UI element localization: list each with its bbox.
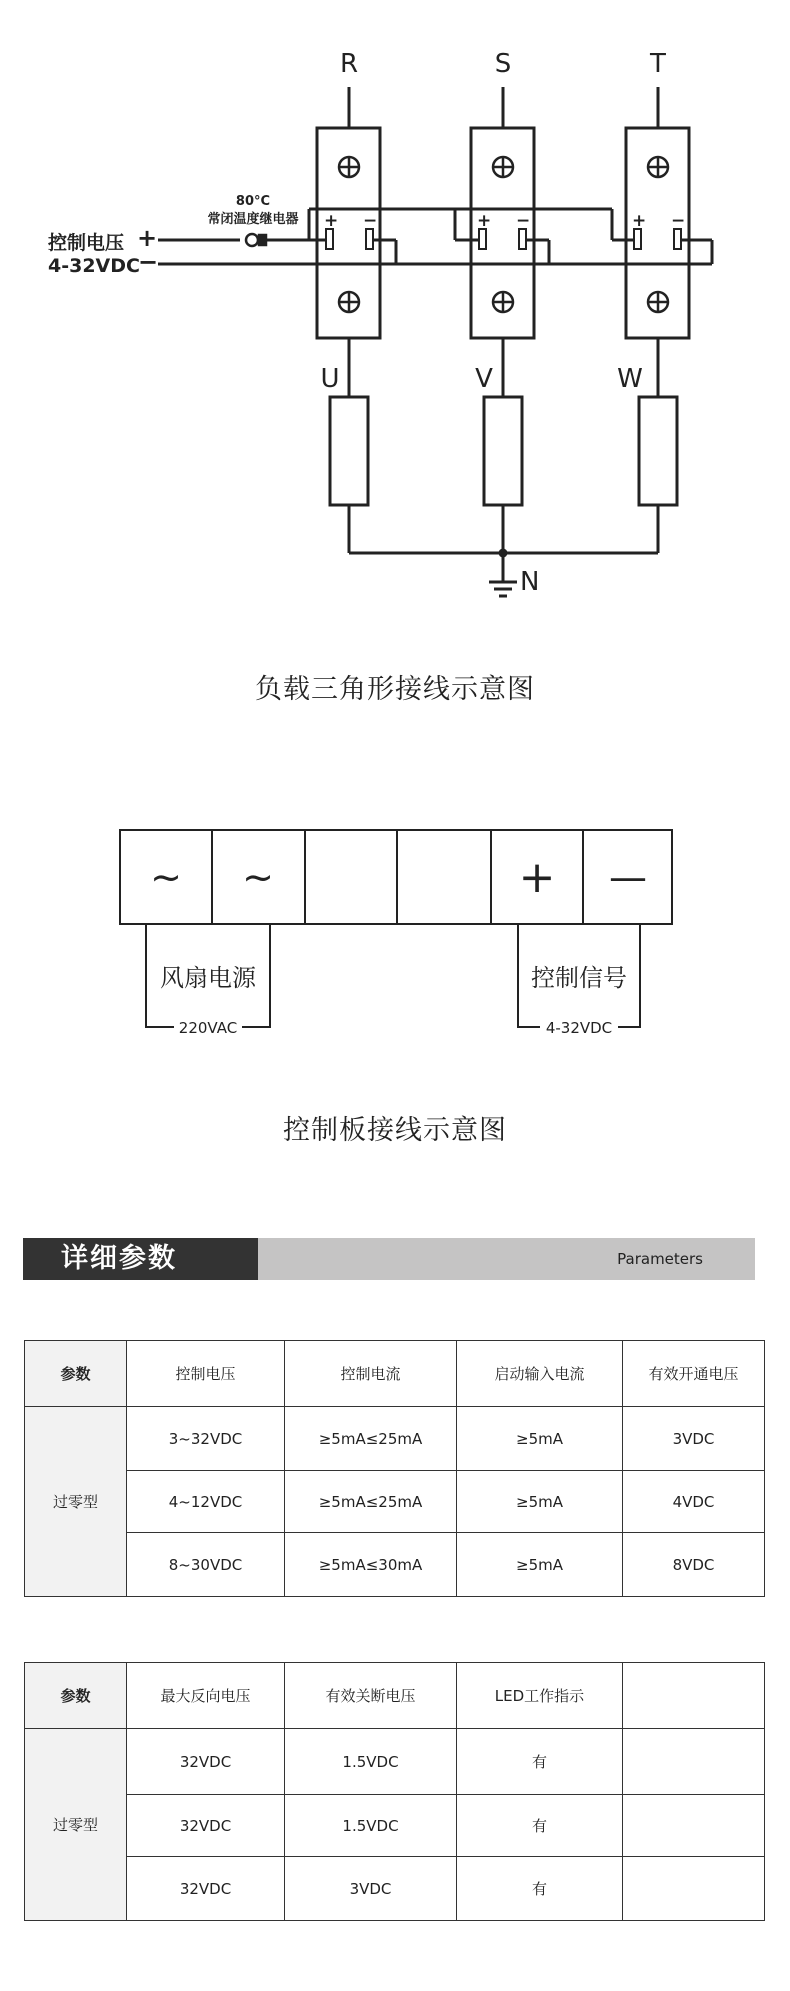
parameters-table-1 — [24, 1340, 765, 1597]
column-header: LED工作指示 — [457, 1663, 623, 1729]
load-wiring-diagram — [0, 0, 790, 640]
column-header: 启动输入电流 — [457, 1341, 623, 1407]
table-cell — [623, 1729, 765, 1795]
control-voltage-label: 控制电压 — [48, 232, 125, 254]
parameters-banner — [23, 1238, 755, 1280]
table-row — [25, 1533, 765, 1597]
control-plus-sign: + — [137, 224, 158, 252]
table-label: 参数 — [25, 1663, 127, 1729]
signal-label: 控制信号 — [531, 964, 627, 992]
table-cell: 1.5VDC — [285, 1795, 457, 1857]
table-cell: 有 — [457, 1795, 623, 1857]
board-diagram-caption: 控制板接线示意图 — [283, 1115, 507, 1146]
output-label-w: W — [617, 364, 643, 394]
control-pad-plus — [634, 229, 641, 249]
control-pad-plus — [479, 229, 486, 249]
table-row — [25, 1729, 765, 1795]
column-header: 控制电压 — [127, 1341, 285, 1407]
table-cell: 32VDC — [127, 1795, 285, 1857]
control-pad-minus — [366, 229, 373, 249]
table-cell: ≥5mA≤30mA — [285, 1533, 457, 1597]
column-header — [623, 1663, 765, 1729]
table-cell: 有 — [457, 1729, 623, 1795]
table-row — [25, 1857, 765, 1921]
column-header: 有效关断电压 — [285, 1663, 457, 1729]
table-cell: 4VDC — [623, 1471, 765, 1533]
phase-label-r: R — [339, 49, 359, 79]
relay-label: 常闭温度继电器 — [207, 212, 299, 227]
load-resistor-1 — [330, 397, 368, 505]
phase-label-t: T — [650, 49, 666, 79]
terminal-ac-2: ~ — [242, 855, 274, 899]
table-cell: ≥5mA — [457, 1407, 623, 1471]
module-minus-label: − — [671, 211, 686, 231]
column-header: 控制电流 — [285, 1341, 457, 1407]
table-cell: ≥5mA≤25mA — [285, 1407, 457, 1471]
table-cell: ≥5mA≤25mA — [285, 1471, 457, 1533]
load-diagram-caption: 负载三角形接线示意图 — [255, 674, 535, 705]
module-plus-label: + — [632, 211, 647, 231]
neutral-junction — [499, 549, 508, 558]
module-minus-label: − — [363, 211, 378, 231]
table-row — [25, 1471, 765, 1533]
table-cell: 32VDC — [127, 1857, 285, 1921]
output-label-u: U — [320, 364, 340, 394]
relay-temperature: 80°C — [235, 194, 271, 209]
control-pad-plus — [326, 229, 333, 249]
signal-voltage-label: 4-32VDC — [545, 1019, 613, 1037]
load-resistor-2 — [484, 397, 522, 505]
terminal-plus: + — [518, 852, 556, 903]
fan-power-label: 风扇电源 — [160, 964, 256, 992]
table-cell — [623, 1857, 765, 1921]
table-cell: 有 — [457, 1857, 623, 1921]
output-label-v: V — [475, 364, 493, 394]
load-resistor-3 — [639, 397, 677, 505]
parameters-subtitle: Parameters — [258, 1238, 755, 1280]
column-header: 最大反向电压 — [127, 1663, 285, 1729]
table-cell — [623, 1795, 765, 1857]
fan-voltage-label: 220VAC — [178, 1019, 238, 1037]
board-wiring-diagram — [0, 820, 790, 1080]
phase-label-s: S — [494, 49, 512, 79]
parameters-table-2 — [24, 1662, 765, 1921]
type-cell: 过零型 — [25, 1407, 127, 1597]
table-cell: ≥5mA — [457, 1533, 623, 1597]
type-cell: 过零型 — [25, 1729, 127, 1921]
control-pad-minus — [674, 229, 681, 249]
parameters-title: 详细参数 — [23, 1238, 258, 1280]
control-range-label: 4-32VDC — [48, 255, 140, 277]
table-row — [25, 1795, 765, 1857]
table-row — [25, 1407, 765, 1471]
column-header: 有效开通电压 — [623, 1341, 765, 1407]
table-cell: 8VDC — [623, 1533, 765, 1597]
table-cell: 4~12VDC — [127, 1471, 285, 1533]
neutral-label: N — [520, 567, 540, 597]
table-cell: 3VDC — [285, 1857, 457, 1921]
table-cell: 1.5VDC — [285, 1729, 457, 1795]
table-cell: 3VDC — [623, 1407, 765, 1471]
terminal-ac-1: ~ — [150, 855, 182, 899]
table-cell: 3~32VDC — [127, 1407, 285, 1471]
table-cell: ≥5mA — [457, 1471, 623, 1533]
control-minus-sign: − — [138, 248, 159, 276]
module-plus-label: + — [477, 211, 492, 231]
table-cell: 8~30VDC — [127, 1533, 285, 1597]
module-minus-label: − — [516, 211, 531, 231]
table-cell: 32VDC — [127, 1729, 285, 1795]
terminal-minus: — — [609, 855, 647, 899]
control-pad-minus — [519, 229, 526, 249]
thermal-relay-icon — [246, 234, 266, 246]
module-plus-label: + — [324, 211, 339, 231]
table-label: 参数 — [25, 1341, 127, 1407]
